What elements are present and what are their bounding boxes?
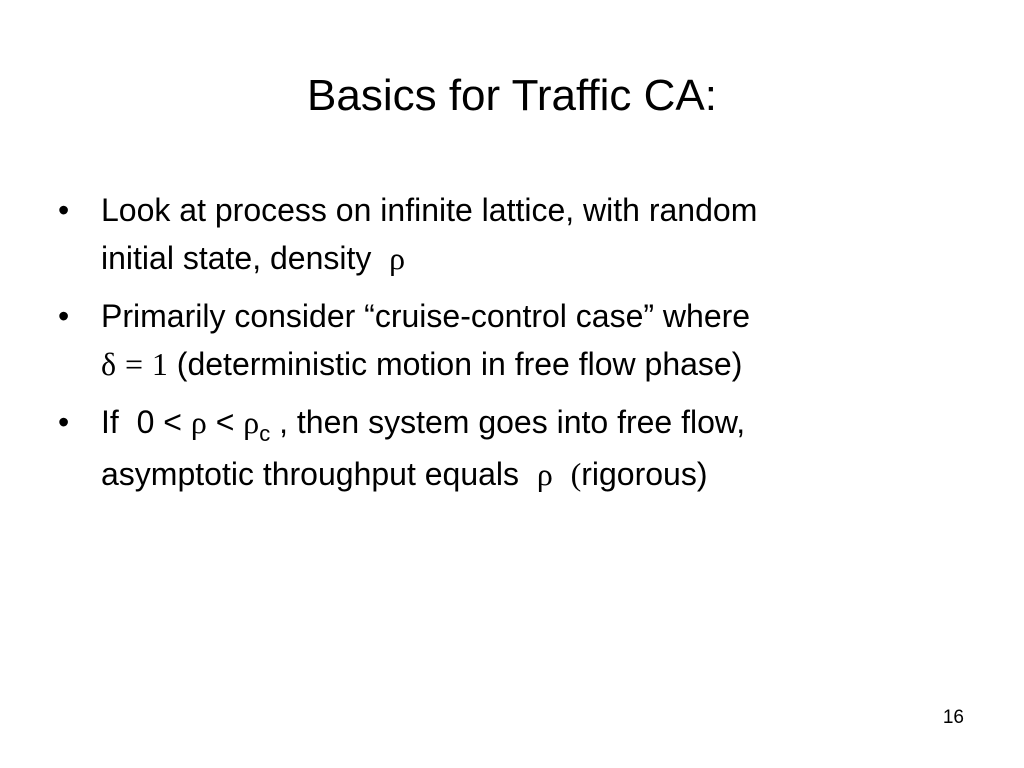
equation-value: 1 xyxy=(151,346,168,382)
rho-symbol: ρ xyxy=(536,456,553,492)
bullet-text: initial state, density xyxy=(101,240,372,276)
rho-critical-symbol: ρ xyxy=(243,404,260,440)
paren-open: ( xyxy=(570,456,582,492)
bullet-text: asymptotic throughput equals xyxy=(101,456,520,492)
zero-value: 0 xyxy=(136,404,155,440)
bullet-item-lattice xyxy=(58,186,958,282)
bullet-list xyxy=(58,186,958,508)
bullet-dot-icon: • xyxy=(58,192,70,228)
rho-symbol: ρ xyxy=(389,240,406,276)
bullet-text: , then system goes into free flow, xyxy=(279,404,746,440)
less-than-sign: < xyxy=(163,404,182,440)
bullet-item-free-flow xyxy=(58,398,958,498)
bullet-text: (deterministic motion in free flow phase) xyxy=(176,346,743,382)
delta-symbol: δ xyxy=(101,346,117,382)
bullet-text: Look at process on infinite lattice, with random xyxy=(101,192,758,228)
less-than-sign: < xyxy=(215,404,235,440)
bullet-text: Primarily consider “cruise-control case” where xyxy=(101,298,751,334)
slide-title: Basics for Traffic CA: xyxy=(307,71,717,120)
equals-sign: = xyxy=(124,346,144,382)
rho-symbol: ρ xyxy=(190,404,207,440)
critical-subscript: c xyxy=(259,421,271,446)
page-number: 16 xyxy=(942,707,964,728)
bullet-dot-icon: • xyxy=(58,298,70,334)
bullet-dot-icon: • xyxy=(58,404,70,440)
if-word: If xyxy=(101,404,119,440)
bullet-text: rigorous) xyxy=(581,456,708,492)
bullet-item-cruise-control xyxy=(58,292,958,388)
